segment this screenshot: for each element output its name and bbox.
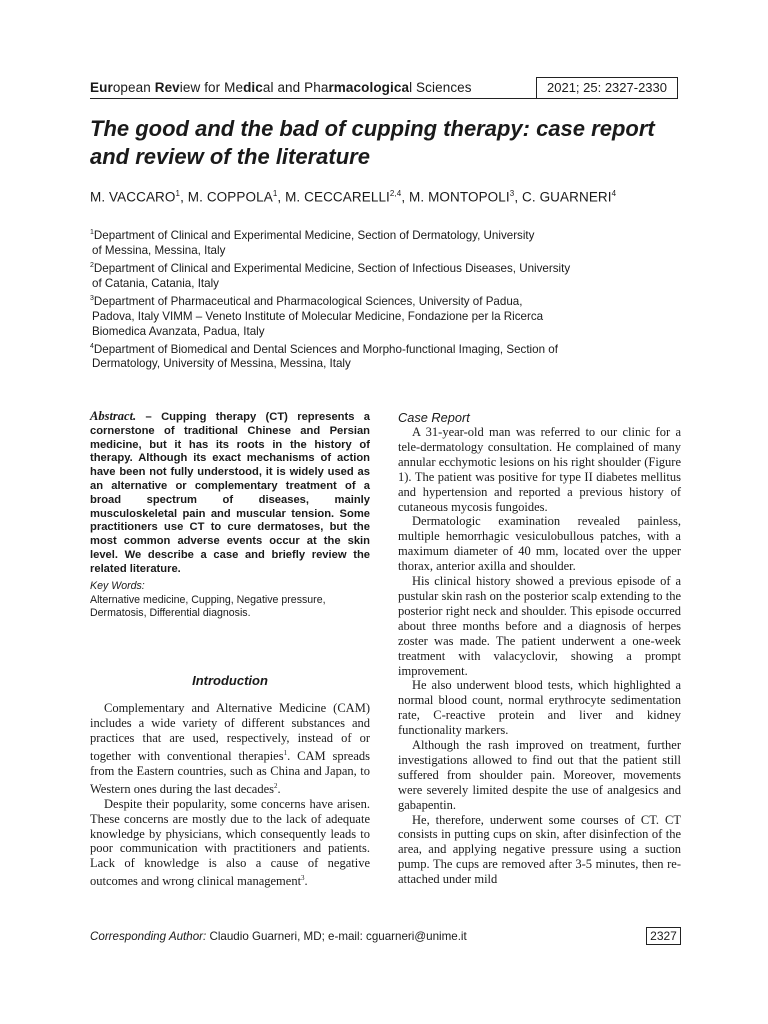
affiliation-line: of Messina, Messina, Italy <box>92 243 226 257</box>
introduction-body <box>90 701 370 889</box>
author-name: M. CECCARELLI <box>285 189 390 205</box>
corresponding-text: Claudio Guarneri, MD; e-mail: cguarneri@unime.it <box>206 930 467 943</box>
author-name: M. MONTOPOLI <box>409 189 510 205</box>
issue-citation: 2021; 25: 2327-2330 <box>536 77 678 99</box>
affiliation-line: $^4$Department of Biomedical and Dental Sciences and Morpho-functional Imaging, Section of <box>90 342 558 356</box>
affiliation-line: $^1$Department of Clinical and Experimental Medicine, Section of Dermatology, University <box>90 228 535 242</box>
paragraph: His clinical history showed a previous episode of a pustular skin rash on the posterior scalp extending to the posterior right neck and shoulder. This episode occurred about three months before and a diagnosis of herpes zoster was made. The patient underwent a one-week treatment with valacyclovir, showing a prompt improvement. <box>398 574 681 678</box>
keywords-label: Key Words: <box>90 580 145 592</box>
paragraph: Complementary and Alternative Medicine (CAM) includes a wide variety of different substances and practices that are used, respectively, instead of or together with conventional therapies$^1$. CAM spreads from the Eastern countries, such as China and Japan, to Western ones during the last decades$^2$. <box>90 701 371 796</box>
citation-ref: 3 <box>301 874 305 883</box>
paragraph: Despite their popularity, some concerns have arisen. These concerns are mostly due to the lack of adequate knowledge by physicians, which consequently leads to poor communication with practitioners and patients. Lack of knowledge is also a cause of negative outcomes and wrong clinical management$^3$. <box>90 796 370 889</box>
keywords-text: Alternative medicine, Cupping, Negative pressure, Dermatosis, Differential diagnosis. <box>90 593 326 619</box>
affiliation-number: 3 <box>90 294 94 302</box>
author-affiliation-mark: 1 <box>272 189 278 198</box>
paragraph: He, therefore, underwent some courses of CT. CT consists in putting cups on skin, after disinfection of the area, and applying negative pressure using a suction pump. The cups are removed after 3-5 minutes, then re-attached under mild <box>398 812 681 887</box>
paragraph: Although the rash improved on treatment, further investigations allowed to find out that the patient still suffered from shoulder pain. Moreover, movements were severely limited despite the use of analgesics and gabapentin. <box>398 738 681 812</box>
affiliation-line: Dermatology, University of Messina, Messina, Italy <box>92 357 351 371</box>
author-name: M. COPPOLA <box>187 189 273 205</box>
case-report-body <box>398 425 681 887</box>
article-title: The good and the bad of cupping therapy: case report and review of the literature <box>90 116 655 169</box>
keywords <box>90 580 370 621</box>
affiliation-line: Padova, Italy VIMM – Veneto Institute of Molecular Medicine, Fondazione per la Ricerca <box>92 309 544 323</box>
header-rule <box>90 98 678 99</box>
author-name: M. VACCARO <box>90 189 176 205</box>
affiliation-number: 1 <box>90 229 94 236</box>
page-number: 2327 <box>646 927 681 945</box>
author-affiliation-mark: 1 <box>175 189 181 198</box>
paragraph: A 31-year-old man was referred to our clinic for a tele-dermatology consultation. He complained of many annular ecchymotic lesions on his right shoulder (Figure 1). The patient was positive for type II diabetes mellitus and hypertension and reported a previous history of cutaneous mycosis fungoides. <box>398 425 681 514</box>
introduction-heading: Introduction <box>192 673 268 688</box>
affiliation-line: of Catania, Catania, Italy <box>92 276 219 290</box>
author-list: M. VACCARO$^1$, M. COPPOLA$^1$, M. CECCARELLI$^{2,4}$, M. MONTOPOLI$^3$, C. GUARNERI$^4$ <box>90 189 617 205</box>
citation-ref: 2 <box>274 781 278 790</box>
author-affiliation-mark: 2,4 <box>389 189 402 198</box>
paragraph: Dermatologic examination revealed painless, multiple hemorrhagic vesiculobullous patches, with a maximum diameter of 40 mm, located over the upper thorax, anterior axilla and shoulder. <box>398 514 681 574</box>
abstract <box>90 410 370 577</box>
abstract-text: Cupping therapy (CT) represents a cornerstone of traditional Chinese and Persian medicine, but it has its roots in the history of therapy. Although its exact mechanisms of action have been not fully understood, it is widely used as an alternative or complementary treatment of a broad spectrum of diseases, mainly musculoskeletal pain and muscular tension. Some practitioners use CT to cure dermatoses, but the most common adverse events occur at the skin level. We describe a case and briefly review the related literature. <box>90 411 370 575</box>
author-name: C. GUARNERI <box>522 189 612 205</box>
citation-ref: 1 <box>283 748 288 757</box>
affiliation-number: 2 <box>90 261 94 269</box>
paragraph: He also underwent blood tests, which highlighted a normal blood count, normal erythrocyte sedimentation rate, C-reactive protein and liver and kidney functionality markers. <box>398 678 681 738</box>
corresponding-author <box>90 930 467 943</box>
abstract-dash: – <box>136 411 162 423</box>
affiliation-line: $^2$Department of Clinical and Experimental Medicine, Section of Infectious Diseases, University <box>90 261 571 275</box>
case-report-heading: Case Report <box>398 410 470 425</box>
affiliations <box>90 225 690 371</box>
affiliation-line: Biomedica Avanzata, Padua, Italy <box>92 324 265 338</box>
affiliation-line: $^3$Department of Pharmaceutical and Pharmacological Sciences, University of Padua, <box>90 294 523 308</box>
journal-name: European Review for Medical and Pharmacological Sciences <box>90 80 472 95</box>
corresponding-label: Corresponding Author: <box>90 930 207 943</box>
author-affiliation-mark: 4 <box>611 189 617 198</box>
abstract-label: Abstract. <box>90 409 137 423</box>
author-affiliation-mark: 3 <box>509 189 515 198</box>
affiliation-number: 4 <box>90 342 94 350</box>
